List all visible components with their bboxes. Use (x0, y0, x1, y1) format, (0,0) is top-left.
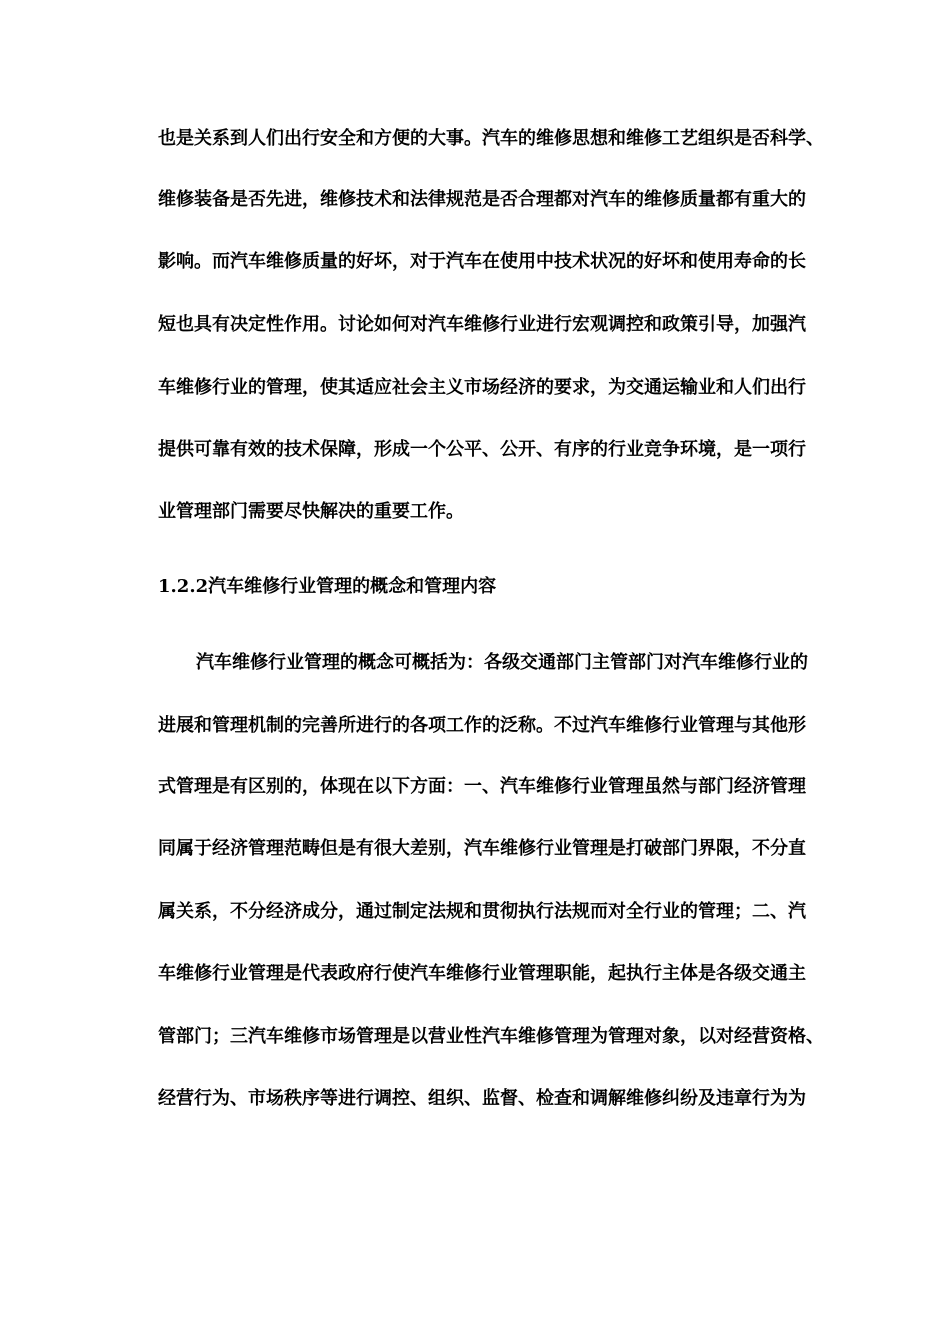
section-heading (158, 575, 858, 599)
paragraph-1-line-3: 影响。而汽车维修质量的好坏，对于汽车在使用中技术状况的好坏和使用寿命的长 (158, 251, 806, 272)
section-title: 汽车维修行业管理的概念和管理内容 (208, 576, 497, 597)
paragraph-1-line-1: 也是关系到人们出行安全和方便的大事。汽车的维修思想和维修工艺组织是否科学、 (158, 128, 824, 149)
paragraph-1-line-7: 业管理部门需要尽快解决的重要工作。 (158, 501, 464, 522)
paragraph-1-line-6: 提供可靠有效的技术保障，形成一个公平、公开、有序的行业竞争环境，是一项行 (158, 439, 806, 460)
paragraph-1-line-2: 维修装备是否先进，维修技术和法律规范是否合理都对汽车的维修质量都有重大的 (158, 189, 806, 210)
paragraph-2-line-1: 汽车维修行业管理的概念可概括为：各级交通部门主管部门对汽车维修行业的 (196, 652, 808, 673)
paragraph-1-line-4: 短也具有决定性作用。讨论如何对汽车维修行业进行宏观调控和政策引导，加强汽 (158, 314, 806, 335)
paragraph-2-line-8: 经营行为、市场秩序等进行调控、组织、监督、检查和调解维修纠纷及违章行为为 (158, 1088, 806, 1109)
paragraph-2-line-3: 式管理是有区别的，体现在以下方面：一、汽车维修行业管理虽然与部门经济管理 (158, 776, 806, 797)
paragraph-2-line-4: 同属于经济管理范畴但是有很大差别，汽车维修行业管理是打破部门界限，不分直 (158, 838, 806, 859)
paragraph-2-line-2: 进展和管理机制的完善所进行的各项工作的泛称。不过汽车维修行业管理与其他形 (158, 715, 806, 736)
paragraph-1-line-5: 车维修行业的管理，使其适应社会主义市场经济的要求，为交通运输业和人们出行 (158, 377, 806, 398)
section-number: 1.2.2 (158, 576, 209, 597)
paragraph-2-line-6: 车维修行业管理是代表政府行使汽车维修行业管理职能，起执行主体是各级交通主 (158, 963, 806, 984)
paragraph-2-line-5: 属关系，不分经济成分，通过制定法规和贯彻执行法规而对全行业的管理；二、汽 (158, 901, 806, 922)
paragraph-2-line-7: 管部门；三汽车维修市场管理是以营业性汽车维修管理为管理对象，以对经营资格、 (158, 1026, 824, 1047)
